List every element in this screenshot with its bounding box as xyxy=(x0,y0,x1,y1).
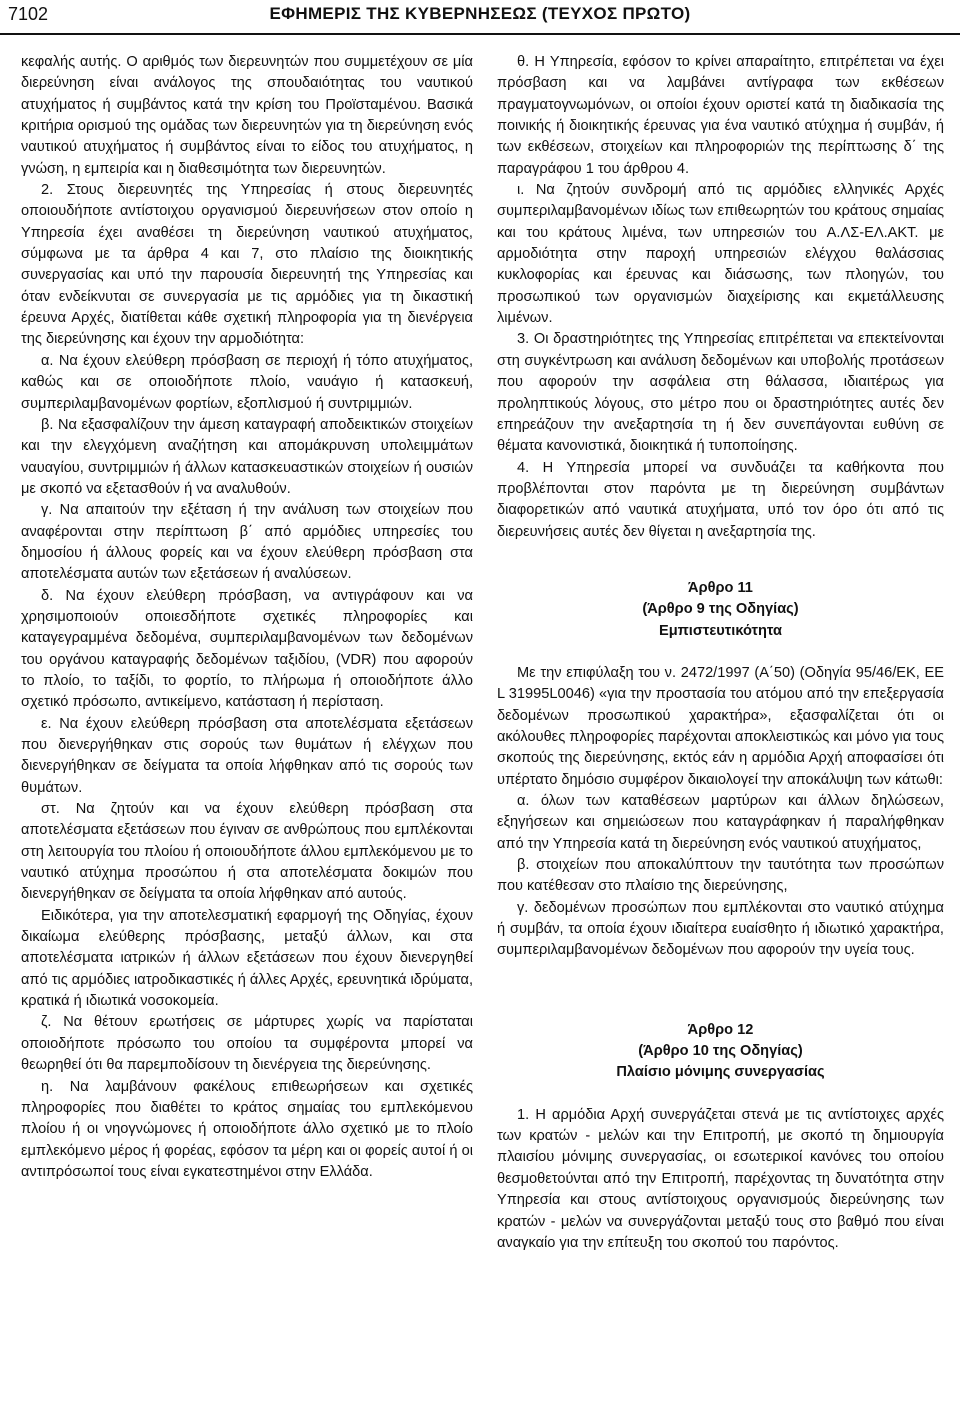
item-st: στ. Να ζητούν και να έχουν ελεύθερη πρόσβαση στα αποτελέσματα εξετάσεων που έγιναν σε ανθρώπους που εμπλέκονται στη λειτουργία του πλοίου ή οποιουδήποτε άλλου εμπλεκόμενου με το ναυτικό ατύχημα προσώπου ή στα αποτελέσματα δοκιμών που διενεργήθηκαν σε δείγματα τα οποία λήφθηκαν από αυτούς. xyxy=(21,801,473,903)
article-12-subtitle: (Άρθρο 10 της Οδηγίας) xyxy=(638,1043,803,1060)
item-th: θ. Η Υπηρεσία, εφόσον το κρίνει απαραίτητο, επιτρέπεται να έχει πρόσβαση και να λαμβάνει αντίγραφα των εκθέσεων πραγματογνωμόνων, οι οποίοι έχουν οριστεί κατά τη διαδικασία της ποινικής ή διοικητικής έρευνας για ένα ναυτικό ατύχημα ή συμβάν, ή των εκθέσεων, στοιχείων και πληροφοριών της περίπτωσης δ΄ της παραγράφου 1 του άρθρου 4. xyxy=(497,54,944,177)
item-a: α. Να έχουν ελεύθερη πρόσβαση σε περιοχή ή τόπο ατυχήματος, καθώς και σε οποιοδήποτε πλοίο, ναυάγιο ή κατασκευή, συμπεριλαμβανομένων φορτίων, εξοπλισμού ή συντριμμιών. xyxy=(21,352,473,412)
article-12-heading: Πλαίσιο μόνιμης συνεργασίας xyxy=(616,1064,825,1081)
article-11-item-b: β. στοιχείων που αποκαλύπτουν την ταυτότητα των προσώπων που κατέθεσαν στο πλαίσιο της διερεύνησης, xyxy=(497,857,944,895)
item-z: ζ. Να θέτουν ερωτήσεις σε μάρτυρες χωρίς να παρίσταται οποιοδήποτε πρόσωπο του οποίου τα συμφέροντα μπορεί να θεωρηθεί ότι θα παρεμποδίσουν τη διενέργεια της διερεύνησης. xyxy=(21,1014,473,1074)
article-12-title: Άρθρο 12 xyxy=(687,1021,754,1038)
item-e: ε. Να έχουν ελεύθερη πρόσβαση στα αποτελέσματα εξετάσεων που διενεργήθηκαν στις σορούς των θυμάτων ή ελέγχων που διενεργήθηκαν σε δείγματα τα οποία λήφθηκαν από τις σορούς των θυμάτων. xyxy=(21,715,473,796)
article-11-subtitle: (Άρθρο 9 της Οδηγίας) xyxy=(642,601,799,618)
right-column xyxy=(497,52,944,1254)
article-11-intro: Με την επιφύλαξη του ν. 2472/1997 (Α΄50) (Οδηγία 95/46/ΕΚ, ΕΕ L 31995L0046) «για την προστασία του ατόμου από την επεξεργασία δεδομένων προσωπικού χαρακτήρα», εξασφαλίζεται ότι οι ακόλουθες πληροφορίες παρέχονται αποκλειστικώς και μόνο για τους σκοπούς της διερεύνησης, εκτός εάν η αρμόδια Αρχή αποφασίσει ότι υπέρτατο δημόσιο συμφέρον δικαιολογεί την αποκάλυψη των κάτωθι: xyxy=(497,664,944,788)
paragraph-continuation: κεφαλής αυτής. Ο αριθμός των διερευνητών που συμμετέχουν σε μία διερεύνηση είναι ανάλογος της σπουδαιότητας του ναυτικού ατυχήματος ή συμβάντος κατά την κρίση του Προϊσταμένου. Βασικά κριτήρια ορισμού της ομάδας των διερευνητών για τη διερεύνηση ενός ναυτικού ατυχήματος ή συμβάντος είναι το είδος του ατυχήματος, η γνώση, η εμπειρία και η διαθεσιμότητα των διερευνητών. xyxy=(21,54,473,177)
left-column xyxy=(21,52,473,1183)
page-header xyxy=(0,0,960,34)
paragraph-3: 3. Οι δραστηριότητες της Υπηρεσίας επιτρέπεται να επεκτείνονται στη συγκέντρωση και ανάλυση δεδομένων και υποβολής προτάσεων που αφορούν την ασφάλεια στη θάλασσα, ιδιαιτέρως για προληπτικούς λόγους, στο μέτρο που οι δραστηριότητες αυτές δεν επηρεάζουν την ανεξαρτησία τη ή δεν συνεπάγονται ευθύνη σε θέματα κανονιστικά, διοικητικά ή τυποποίησης. xyxy=(497,331,944,455)
item-c: γ. Να απαιτούν την εξέταση ή την ανάλυση των στοιχείων που αναφέρονται στην περίπτωση β΄ από αρμόδιες υπηρεσίες του δημοσίου ή άλλους φορείς και να έχουν ελεύθερη πρόσβαση στα αποτελέσματα αυτών των εξετάσεων ή αναλύσεων. xyxy=(21,502,473,583)
paragraph-2: 2. Στους διερευνητές της Υπηρεσίας ή στους διερευνητές οποιουδήποτε αντίστοιχου οργανισμού διερευνήσεων στον οποίο η Υπηρεσία έχει αναθέσει τη διερεύνηση ναυτικού ατυχήματος, σύμφωνα με τα άρθρα 4 και 7, στο πλαίσιο της διοικητικής συνεργασίας και υπό την παρουσία διερευνητή της Υπηρεσίας και όταν ενδείκνυται σε συνεργασία με τις αρμόδιες για τη δικαστική έρευνα Αρχές, διατίθεται κάθε σχετική πληροφορία για τη διενέργεια της διερεύνησης και έχουν την αρμοδιότητα: xyxy=(21,182,473,348)
paragraph-4: 4. Η Υπηρεσία μπορεί να συνδυάζει τα καθήκοντα που προβλέπονται στον παρόντα με τη διερεύνηση συμβάντων διαφορετικών από ναυτικά ατυχήματα, υπό τον όρο ότι από τις διερευνήσεις αυτές δεν θίγεται η ανεξαρτησία της. xyxy=(497,459,944,540)
item-i: ι. Να ζητούν συνδρομή από τις αρμόδιες ελληνικές Αρχές συμπεριλαμβανομένων ιδίως των επιθεωρητών του κράτους σημαίας και του κράτους λιμένα, των υπηρεσιών του Α.ΛΣ-ΕΛ.ΑΚΤ. με αρμοδιότητα στην παροχή υπηρεσιών ελέγχου θαλάσσιας κυκλοφορίας και έρευνας και διάσωσης, των πλοηγών, του προσωπικού των οργανισμών διαχείρισης και εκμετάλλευσης λιμένων. xyxy=(497,182,944,327)
item-b: β. Να εξασφαλίζουν την άμεση καταγραφή αποδεικτικών στοιχείων και την ελεγχόμενη αναζήτηση και απομάκρυνση υπολειμμάτων ναυαγίου, συντριμμιών ή άλλων κατασκευαστικών στοιχείων ή ουσιών με σκοπό να εξετασθούν ή να αναλυθούν. xyxy=(21,416,473,497)
page-number: 7102 xyxy=(8,4,49,24)
header-divider xyxy=(0,33,960,35)
gazette-title: ΕΦΗΜΕΡΙΣ ΤΗΣ ΚΥΒΕΡΝΗΣΕΩΣ (ΤΕΥΧΟΣ ΠΡΩΤΟ) xyxy=(269,4,691,23)
article-12-paragraph-1: 1. Η αρμόδια Αρχή συνεργάζεται στενά με τις αντίστοιχες αρχές των κρατών - μελών και την Επιτροπή, με σκοπό τη δημιουργία πλαισίου μόνιμης συνεργασίας, οι εσωτερικοί κανόνες του οποίου θεσμοθετούνται από την Επιτροπή, παρέχοντας τη δυνατότητα στην Υπηρεσία και στους αντίστοιχους οργανισμούς διερεύνησης των κρατών - μελών να συνεργάζονται μεταξύ τους στο βαθμό που είναι αναγκαίο για την επίτευξη του σκοπού του παρόντος. xyxy=(497,1106,944,1251)
item-d: δ. Να έχουν ελεύθερη πρόσβαση, να αντιγράφουν και να χρησιμοποιούν οποιεσδήποτε σχετικές πληροφορίες και καταγεγραμμένα δεδομένα, συμπεριλαμβανομένων των δεδομένων του οργάνου καταγραφής δεδομένων ταξιδίου, (VDR) που αφορούν το πλοίο, το ταξίδι, το φορτίο, το πλήρωμα ή οποιοδήποτε άλλο σχετικό πρόσωπο, αντικείμενο, κατάσταση ή περίσταση. xyxy=(21,587,473,711)
article-11-item-a: α. όλων των καταθέσεων μαρτύρων και άλλων δηλώσεων, εξηγήσεων και σημειώσεων που καταγράφηκαν ή παραλήφθηκαν από την Υπηρεσία κατά τη διερεύνηση ενός ναυτικού ατυχήματος, xyxy=(497,793,944,852)
item-h: η. Να λαμβάνουν φακέλους επιθεωρήσεων και σχετικές πληροφορίες που διαθέτει το κράτος σημαίας του εμπλεκόμενου πλοίου ή οι νηογνώμονες ή οποιοδήποτε άλλο σχετικό με το πλοίο εμπλεκόμενο μέρος ή φορέας, εφόσον τα μέρη και οι φορείς αυτοί ή οι αντιπρόσωποί τους είναι εγκατεστημένοι στην Ελλάδα. xyxy=(21,1078,473,1180)
paragraph-specifically: Ειδικότερα, για την αποτελεσματική εφαρμογή της Οδηγίας, έχουν δικαίωμα ελεύθερης πρόσβασης, μεταξύ άλλων, και στα αποτελέσματα ιατρικών ή άλλων εξετάσεων που έχουν διενεργηθεί από τις αρμόδιες ιατροδικαστικές ή άλλες Αρχές, ερευνητικά ιδρύματα, κρατικά ή ιδιωτικά νοσοκομεία. xyxy=(21,907,473,1010)
article-11-item-c: γ. δεδομένων προσώπων που εμπλέκονται στο ναυτικό ατύχημα ή συμβάν, τα οποία έχουν ιδιαίτερα ευαίσθητο ή ιδιωτικό χαρακτήρα, συμπεριλαμβανομένων δεδομένων που αφορούν την υγεία τους. xyxy=(497,899,944,959)
article-11-heading: Εμπιστευτικότητα xyxy=(658,622,783,639)
article-11-title: Άρθρο 11 xyxy=(688,579,753,596)
